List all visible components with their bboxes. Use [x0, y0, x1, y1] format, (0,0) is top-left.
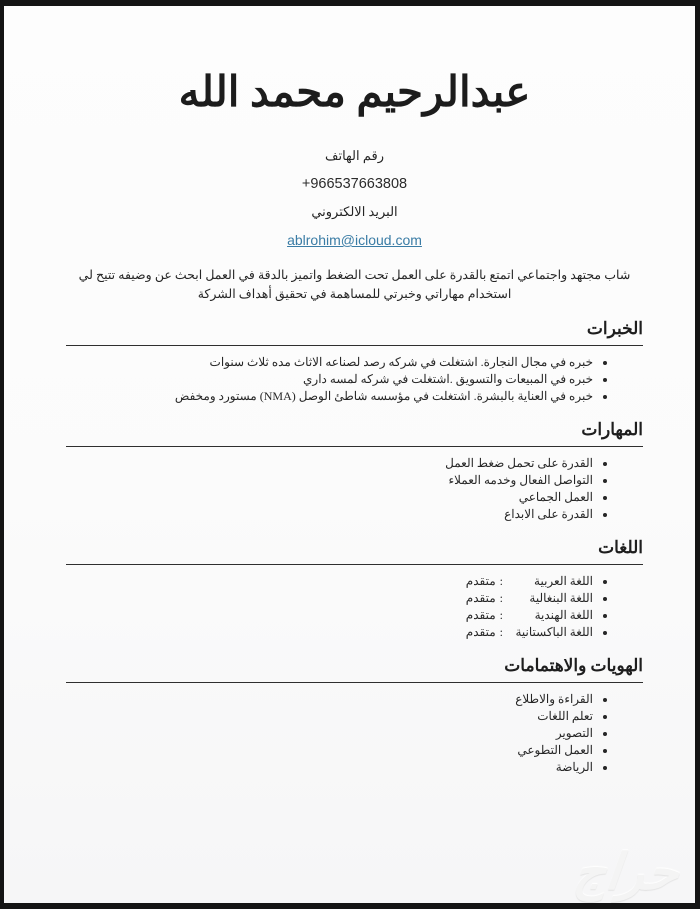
section-hobbies — [66, 655, 643, 776]
list-item: • خبره في مجال النجارة. اشتغلت في شركه رصد لصناعه الاثاث مده ثلاث سنوات — [66, 354, 593, 371]
phone-number — [66, 170, 643, 198]
contact-block — [66, 142, 643, 254]
list-item: • التواصل الفعال وخدمه العملاء — [66, 472, 593, 489]
language-item — [66, 607, 593, 624]
list-item: • العمل الجماعي — [66, 489, 593, 506]
section-rule — [66, 446, 643, 447]
languages-list — [66, 573, 643, 641]
language-item — [66, 624, 593, 641]
list-item: • خبره في المبيعات والتسويق .اشتغلت في شركه لمسه داري — [66, 371, 593, 388]
resume-content — [4, 68, 695, 776]
email-label: البريد الالكتروني — [311, 204, 398, 219]
section-title-experience: الخبرات — [586, 319, 643, 338]
section-experience — [66, 318, 643, 405]
section-title-skills: المهارات — [581, 420, 643, 439]
language-separator: : — [499, 591, 503, 605]
language-name: اللغة الهندية — [534, 608, 593, 622]
section-title-languages: اللغات — [598, 538, 643, 557]
language-item — [66, 590, 593, 607]
list-item: • العمل التطوعي — [66, 742, 593, 759]
section-title-hobbies: الهويات والاهتمامات — [504, 656, 643, 675]
section-rule — [66, 682, 643, 683]
resume-name: عبدالرحيم محمد الله — [178, 70, 531, 116]
section-skills — [66, 419, 643, 523]
section-rule — [66, 564, 643, 565]
language-level: متقدم — [465, 591, 496, 605]
language-separator: : — [499, 625, 503, 639]
language-separator: : — [499, 574, 503, 588]
skills-list — [66, 455, 643, 523]
section-rule — [66, 345, 643, 346]
language-name: اللغة العربية — [534, 574, 593, 588]
language-separator: : — [499, 608, 503, 622]
list-item: • القدرة على تحمل ضغط العمل — [66, 455, 593, 472]
list-item: • القدرة على الابداع — [66, 506, 593, 523]
resume-page — [4, 6, 695, 903]
language-level: متقدم — [465, 608, 496, 622]
list-item: • خبره في العناية بالبشرة. اشتغلت في مؤسسه شاطئ الوصل (NMA) مستورد ومخفض — [66, 388, 593, 405]
list-item: • تعلم اللغات — [66, 708, 593, 725]
phone-label: رقم الهاتف — [325, 148, 384, 163]
hobbies-list — [66, 691, 643, 776]
summary-text: شاب مجتهد واجتماعي اتمتع بالقدرة على العمل تحت الضغط واتميز بالدقة في العمل ابحث عن وضيفه تتيح لي استخدام مهاراتي وخبرتي للمساهمة في تحقيق أهداف الشركة — [78, 268, 631, 301]
list-item: • التصوير — [66, 725, 593, 742]
language-level: متقدم — [465, 625, 496, 639]
list-item: • القراءة والاطلاع — [66, 691, 593, 708]
experience-list — [66, 354, 643, 405]
language-level: متقدم — [465, 574, 496, 588]
section-languages — [66, 537, 643, 641]
phone-number-value: +966537663808 — [301, 176, 408, 192]
language-name: اللغة البنغالية — [529, 591, 593, 605]
list-item: • الرياضة — [66, 759, 593, 776]
language-item — [66, 573, 593, 590]
language-name: اللغة الباكستانية — [515, 625, 593, 639]
haraj-watermark-logo: حراج — [571, 843, 683, 901]
email-link[interactable]: ablrohim@icloud.com — [287, 232, 422, 248]
